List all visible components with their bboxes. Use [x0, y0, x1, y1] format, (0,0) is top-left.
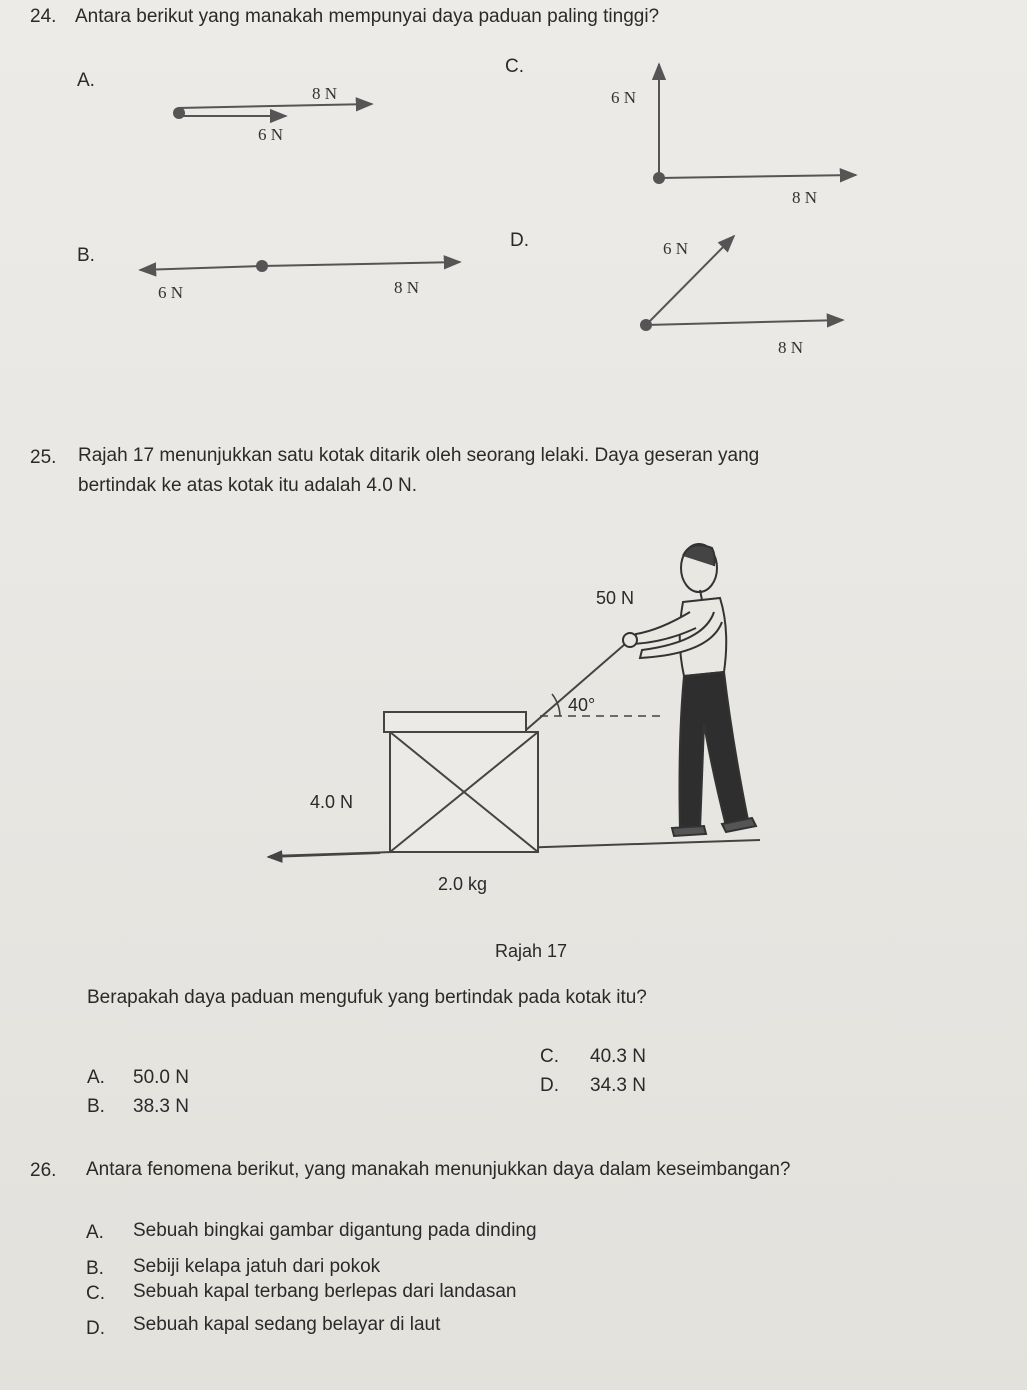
angle-label: 40°	[568, 695, 596, 715]
q25-option-d-letter: D.	[540, 1075, 559, 1096]
q25-question: Berapakah daya paduan mengufuk yang bertindak pada kotak itu?	[87, 987, 647, 1008]
diagram-b-label-6n: 6 N	[158, 283, 184, 302]
q25-text-line1: Rajah 17 menunjukkan satu kotak ditarik oleh seorang lelaki. Daya geseran yang	[78, 445, 760, 466]
q26-option-d-letter: D.	[86, 1318, 105, 1339]
q25-option-b-value: 38.3 N	[133, 1096, 189, 1117]
q25-option-b-letter: B.	[87, 1096, 105, 1117]
q24-option-d-label: D.	[510, 230, 529, 251]
mass-label: 2.0 kg	[438, 874, 488, 894]
man-figure	[623, 544, 756, 836]
q25-text-line2: bertindak ke atas kotak itu adalah 4.0 N.	[78, 475, 418, 496]
q25-option-a-value: 50.0 N	[133, 1067, 189, 1088]
q25-option-c-value: 40.3 N	[590, 1046, 646, 1067]
diagram-a-label-6n: 6 N	[258, 125, 284, 144]
friction-label: 4.0 N	[310, 792, 354, 812]
q24-option-b-label: B.	[77, 245, 95, 266]
q26-option-b-letter: B.	[86, 1258, 104, 1279]
pull-force-label: 50 N	[596, 588, 635, 608]
figure-caption: Rajah 17	[495, 941, 568, 961]
diagram-d-label-8n: 8 N	[778, 338, 804, 357]
q26-option-a-text: Sebuah bingkai gambar digantung pada dinding	[133, 1220, 537, 1241]
q24-number: 24.	[30, 6, 57, 27]
q26-option-c-text: Sebuah kapal terbang berlepas dari landasan	[133, 1281, 517, 1302]
q25-option-a-letter: A.	[87, 1067, 105, 1088]
q25-option-c-letter: C.	[540, 1046, 559, 1067]
q26-number: 26.	[30, 1160, 57, 1181]
diagram-a-label-8n: 8 N	[312, 84, 338, 103]
diagram-c-label-8n: 8 N	[792, 188, 818, 207]
diagram-c-label-6n: 6 N	[611, 88, 637, 107]
q24-option-c-label: C.	[505, 56, 524, 77]
q26-option-a-letter: A.	[86, 1222, 104, 1243]
q24-option-a-label: A.	[77, 70, 95, 91]
box	[384, 712, 538, 852]
q26-option-c-letter: C.	[86, 1283, 105, 1304]
q26-option-d-text: Sebuah kapal sedang belayar di laut	[133, 1314, 441, 1335]
q25-number: 25.	[30, 447, 57, 468]
diagram-b-label-8n: 8 N	[394, 278, 420, 297]
q25-option-d-value: 34.3 N	[590, 1075, 646, 1096]
q24-text: Antara berikut yang manakah mempunyai daya paduan paling tinggi?	[75, 6, 660, 27]
q26-option-b-text: Sebiji kelapa jatuh dari pokok	[133, 1256, 381, 1277]
diagram-d-label-6n: 6 N	[663, 239, 689, 258]
q26-text: Antara fenomena berikut, yang manakah menunjukkan daya dalam keseimbangan?	[86, 1159, 791, 1180]
